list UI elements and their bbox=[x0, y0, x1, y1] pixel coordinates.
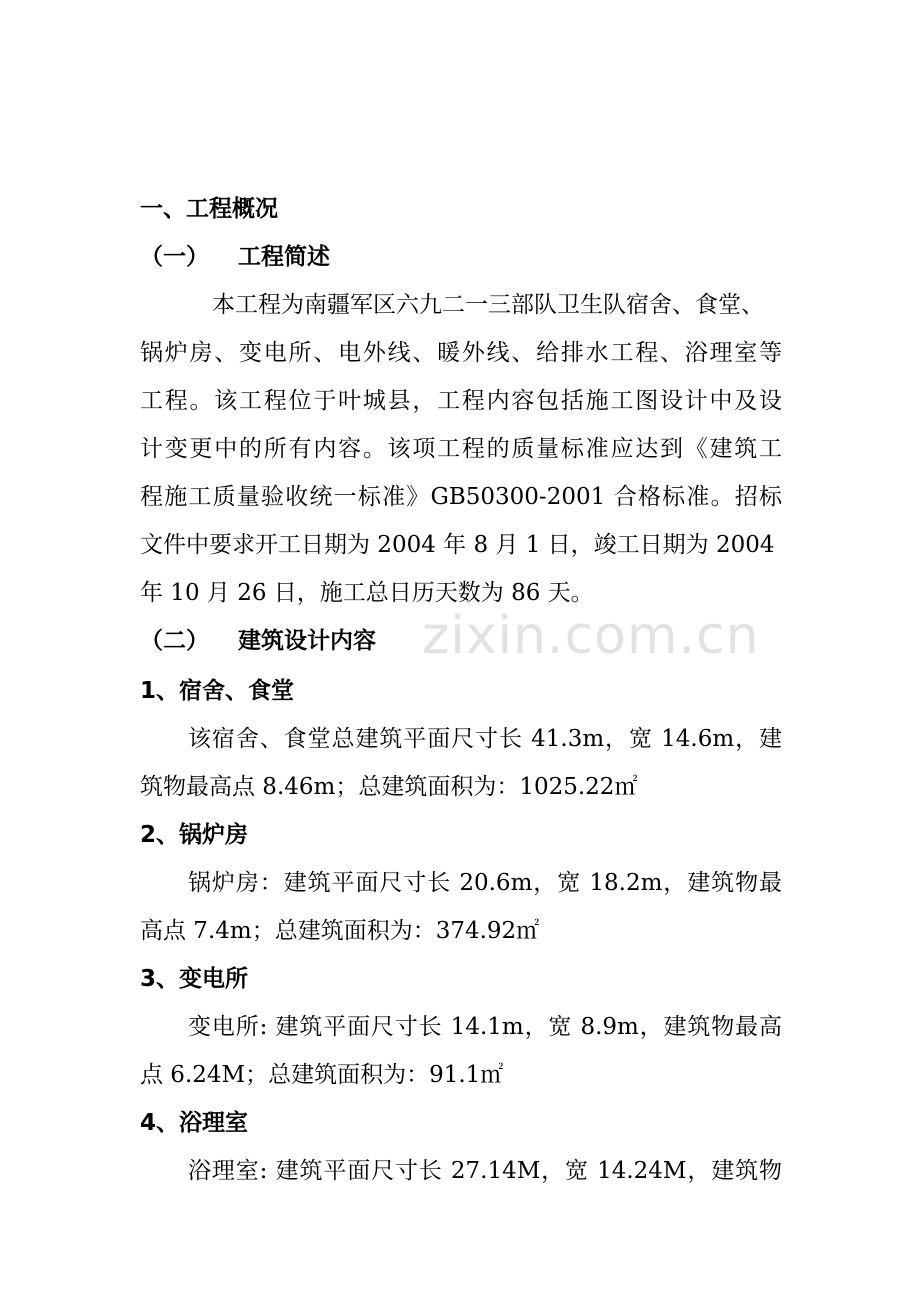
paragraph-line: 锅炉房：建筑平面尺寸长 20.6m，宽 18.2m，建筑物最 bbox=[188, 870, 782, 896]
subsection-title: 工程简述 bbox=[238, 244, 330, 270]
paragraph-line: 浴理室: 建筑平面尺寸长 27.14M，宽 14.24M，建筑物 bbox=[188, 1158, 782, 1184]
paragraph-line: 点 6.24M；总建筑面积为：91.1㎡ bbox=[140, 1062, 504, 1088]
watermark: zixin.com.cn bbox=[422, 606, 760, 666]
paragraph-line: 变电所: 建筑平面尺寸长 14.1m，宽 8.9m，建筑物最高 bbox=[188, 1014, 782, 1040]
section-title: 一、工程概况 bbox=[140, 196, 278, 222]
paragraph-line: 该宿舍、食堂总建筑平面尺寸长 41.3m，宽 14.6m，建 bbox=[188, 726, 782, 752]
paragraph-line: 文件中要求开工日期为 2004 年 8 月 1 日，竣工日期为 2004 bbox=[140, 532, 775, 558]
paragraph-line: 年 10 月 26 日，施工总日历天数为 86 天。 bbox=[140, 580, 594, 606]
paragraph-line: 程施工质量验收统一标准》GB50300-2001 合格标准。招标 bbox=[140, 484, 782, 510]
subsection-heading-1 bbox=[140, 242, 440, 272]
subsection-title: 建筑设计内容 bbox=[238, 628, 376, 654]
item-title: 3、变电所 bbox=[140, 966, 249, 992]
item-title: 4、浴理室 bbox=[140, 1110, 249, 1136]
paragraph-line: 计变更中的所有内容。该项工程的质量标准应达到《建筑工 bbox=[140, 436, 782, 462]
paragraph-line: 工程。该工程位于叶城县，工程内容包括施工图设计中及设 bbox=[140, 388, 782, 414]
item-title: 2、锅炉房 bbox=[140, 822, 249, 848]
item-title: 1、宿舍、食堂 bbox=[140, 678, 295, 704]
paragraph-line: 锅炉房、变电所、电外线、暖外线、给排水工程、浴理室等 bbox=[140, 340, 782, 366]
paragraph-line: 本工程为南疆军区六九二一三部队卫生队宿舍、食堂、 bbox=[212, 292, 764, 318]
paragraph-line: 筑物最高点 8.46m；总建筑面积为：1025.22㎡ bbox=[140, 774, 638, 800]
subsection-heading-2 bbox=[140, 626, 460, 656]
subsection-number: （二） bbox=[140, 628, 209, 654]
paragraph-line: 高点 7.4m；总建筑面积为：374.92㎡ bbox=[140, 918, 540, 944]
subsection-number: （一） bbox=[140, 244, 209, 270]
